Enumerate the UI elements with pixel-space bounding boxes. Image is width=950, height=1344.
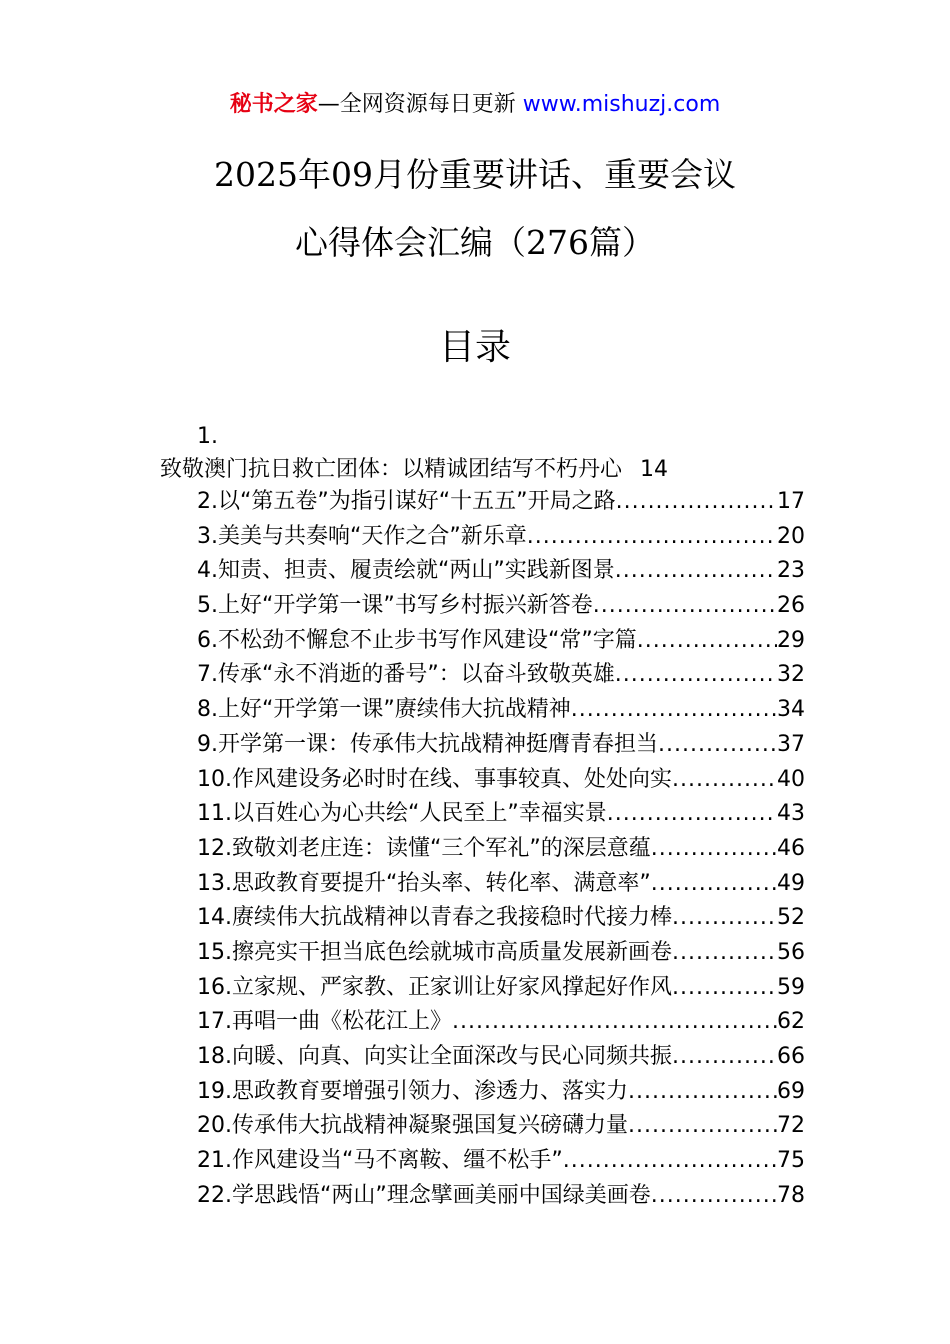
toc-entry[interactable]	[197, 554, 805, 589]
toc-entry-page: 32	[777, 662, 805, 688]
toc-entry[interactable]	[197, 658, 805, 693]
toc-dot-leader	[563, 1144, 777, 1179]
toc-entry[interactable]	[197, 693, 805, 728]
toc-entry-title: 17.再唱一曲《松花江上》	[197, 1009, 452, 1035]
site-tagline: —全网资源每日更新	[317, 92, 516, 117]
toc-entry-number: 1.	[197, 424, 218, 449]
toc-entry-title: 10.作风建设务必时时在线、事事较真、处处向实	[197, 766, 672, 792]
toc-entry-title: 19.思政教育要增强引领力、渗透力、落实力	[197, 1078, 628, 1104]
toc-entry[interactable]	[197, 867, 805, 902]
toc-entry-page: 75	[777, 1148, 805, 1174]
toc-dot-leader	[628, 1109, 777, 1144]
toc-entry-title: 20.传承伟大抗战精神凝聚强国复兴磅礴力量	[197, 1113, 628, 1139]
toc-entry[interactable]	[197, 728, 805, 763]
document-title-line-1: 2025年09月份重要讲话、重要会议	[214, 155, 736, 194]
site-brand: 秘书之家	[229, 92, 318, 117]
toc-entry-title: 致敬澳门抗日救亡团体：以精诚团结写不朽丹心	[160, 457, 623, 482]
toc-entry-page: 72	[777, 1113, 805, 1139]
toc-dot-leader	[651, 1179, 777, 1214]
toc-entry[interactable]	[197, 520, 805, 555]
toc-dot-leader	[651, 867, 777, 902]
toc-entry-page: 20	[777, 523, 805, 549]
toc-dot-leader	[571, 693, 777, 728]
toc-dot-leader	[658, 728, 777, 763]
toc-entry-page: 14	[640, 457, 669, 482]
toc-entry-title: 13.思政教育要提升“抬头率、转化率、满意率”	[197, 870, 651, 896]
toc-dot-leader	[637, 624, 777, 659]
toc-entry-page: 78	[777, 1182, 805, 1208]
toc-entry-title: 22.学思践悟“两山”理念擘画美丽中国绿美画卷	[197, 1182, 651, 1208]
toc-entry-page: 59	[777, 974, 805, 1000]
toc-entry-page: 62	[777, 1009, 805, 1035]
toc-dot-leader	[628, 1075, 777, 1110]
toc-entry-page: 56	[777, 939, 805, 965]
toc-entry-title: 21.作风建设当“马不离鞍、缰不松手”	[197, 1148, 563, 1174]
toc-dot-leader	[593, 589, 777, 624]
toc-entry[interactable]	[197, 901, 805, 936]
toc-entry-title: 3.美美与共奏响“天作之合”新乐章	[197, 523, 527, 549]
toc-entry[interactable]	[197, 763, 805, 798]
toc-entry[interactable]	[197, 1040, 805, 1075]
toc-entry-title: 7.传承“永不消逝的番号”：以奋斗致敬英雄	[197, 662, 615, 688]
toc-entry[interactable]	[197, 1075, 805, 1110]
toc-entry-body	[160, 453, 668, 487]
toc-dot-leader	[651, 832, 777, 867]
toc-entry-page: 43	[777, 801, 805, 827]
toc-entry[interactable]	[197, 797, 805, 832]
toc-entry[interactable]	[197, 971, 805, 1006]
toc-heading: 目录	[438, 327, 511, 368]
toc-entry-title: 12.致敬刘老庄连：读懂“三个军礼”的深层意蕴	[197, 835, 651, 861]
toc-dot-leader	[607, 797, 777, 832]
toc-entry[interactable]	[197, 1144, 805, 1179]
toc-entry[interactable]	[197, 589, 805, 624]
toc-entry-title: 16.立家规、严家教、正家训让好家风撑起好作风	[197, 974, 672, 1000]
toc-dot-leader	[672, 971, 777, 1006]
toc-dot-leader	[615, 554, 777, 589]
toc-entry[interactable]	[197, 936, 805, 971]
toc-dot-leader	[672, 763, 777, 798]
document-title-line-2: 心得体会汇编（276篇）	[295, 223, 655, 262]
toc-entry-page: 46	[777, 835, 805, 861]
toc-entry[interactable]	[197, 624, 805, 659]
toc-dot-leader	[672, 936, 777, 971]
toc-dot-leader	[672, 901, 777, 936]
toc-dot-leader	[616, 485, 777, 520]
toc-entry-page: 69	[777, 1078, 805, 1104]
site-url-link[interactable]: www.mishuzj.com	[522, 92, 721, 117]
toc-entry-page: 40	[777, 766, 805, 792]
toc-list	[197, 485, 805, 1213]
toc-entry-page: 29	[777, 627, 805, 653]
toc-entry-page: 23	[777, 558, 805, 584]
toc-dot-leader	[672, 1040, 777, 1075]
toc-entry-title: 15.擦亮实干担当底色绘就城市高质量发展新画卷	[197, 939, 672, 965]
toc-dot-leader	[452, 1005, 777, 1040]
toc-entry[interactable]	[197, 1005, 805, 1040]
toc-entry-page: 26	[777, 593, 805, 619]
toc-entry-title: 4.知责、担责、履责绘就“两山”实践新图景	[197, 558, 615, 584]
toc-entry-title: 5.上好“开学第一课”书写乡村振兴新答卷	[197, 593, 593, 619]
toc-entry-title: 6.不松劲不懈怠不止步书写作风建设“常”字篇	[197, 627, 637, 653]
toc-entry-title: 9.开学第一课：传承伟大抗战精神挺膺青春担当	[197, 731, 658, 757]
toc-dot-leader	[527, 520, 777, 555]
toc-entry[interactable]	[197, 832, 805, 867]
toc-entry-page: 37	[777, 731, 805, 757]
toc-entry-title: 2.以“第五卷”为指引谋好“十五五”开局之路	[197, 489, 616, 514]
toc-entry[interactable]	[197, 1179, 805, 1214]
toc-entry-page: 34	[777, 697, 805, 723]
toc-entry-page: 66	[777, 1044, 805, 1069]
toc-entry[interactable]	[197, 485, 805, 520]
toc-entry-title: 18.向暖、向真、向实让全面深改与民心同频共振	[197, 1044, 672, 1069]
toc-entry-title: 11.以百姓心为心共绘“人民至上”幸福实景	[197, 801, 607, 827]
toc-entry-page: 52	[777, 905, 805, 931]
toc-entry-page: 49	[777, 870, 805, 896]
toc-entry[interactable]	[197, 1109, 805, 1144]
toc-entry-title: 14.赓续伟大抗战精神以青春之我接稳时代接力棒	[197, 905, 672, 931]
toc-dot-leader	[615, 658, 777, 693]
toc-entry-title: 8.上好“开学第一课”赓续伟大抗战精神	[197, 697, 571, 723]
site-header	[0, 88, 950, 122]
toc-entry-page: 17	[777, 489, 805, 514]
